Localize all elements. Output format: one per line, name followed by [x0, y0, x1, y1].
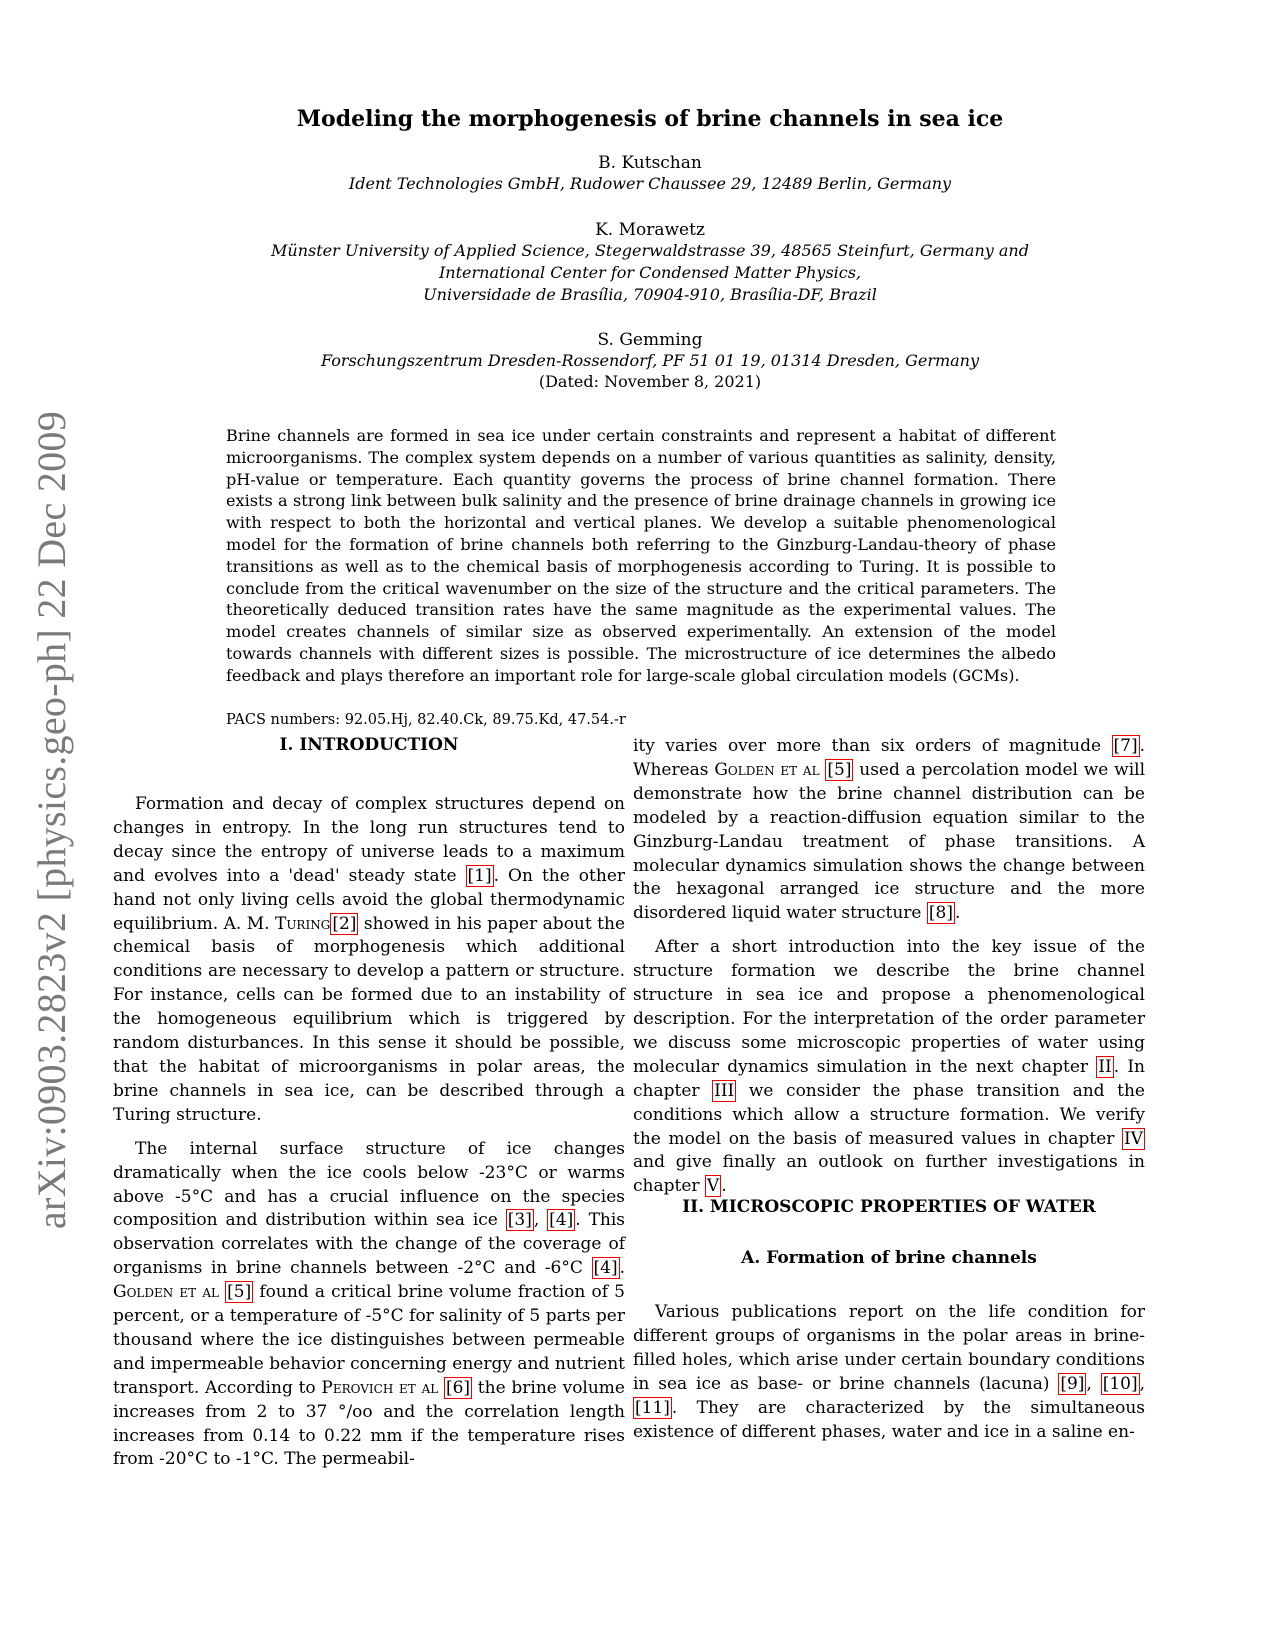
abstract: Brine channels are formed in sea ice under certain constraints and represent a habitat of different microorganisms. The complex system depends on a number of various quantities as salinity, density, pH-value or temperature. Each quantity governs the process of brine channel formation. There exists a strong link between bulk salinity and the presence of brine drainage channels in growing ice with respect to both the horizontal and vertical planes. We develop a suitable phenomenological model for the formation of brine channels both referring to the Ginzburg-Landau-theory of phase transitions as well as to the chemical basis of morphogenesis according to Turing. It is possible to conclude from the critical wavenumber on the size of the structure and the critical parameters. The theoretically deduced transition rates have the same magnitude as the experimental values. The model creates channels of similar size as observed experimentally. An extension of the model towards channels with different sizes is possible. The microstructure of ice determines the albedo feedback and plays therefore an important role for large-scale global circulation models (GCMs). — [226, 426, 1056, 685]
author-affiliation: Forschungszentrum Dresden-Rossendorf, PF 51 01 19, 01314 Dresden, Germany — [320, 351, 980, 370]
left-column — [113, 793, 625, 1472]
paragraph: The internal surface structure of ice changes dramatically when the ice cools below -23°C or warms above -5°C and has a crucial influence on the species composition and distribution within sea ice [3] , [4] . This observation correlates with the change of the coverage of organisms in brine channels between -2°C and -6°C [4] . Golden et al [5] found a critical brine volume fraction of 5 percent, or a temperature of -5°C for salinity of 5 parts per thousand where the ice distinguishes between permeable and impermeable behavior concerning energy and nutrient transport. According to Perovich et al [6] the brine volume increases from 2 to 37 °/oo and the correlation length increases from 0.14 to 0.22 mm if the temperature rises from -20°C to -1°C. The permeabil- — [113, 1138, 626, 1470]
dated: (Dated: November 8, 2021) — [538, 372, 762, 391]
citation-link[interactable]: [3] — [507, 1210, 532, 1231]
citation-link[interactable]: [4] — [549, 1210, 574, 1231]
author-block-1 — [160, 153, 1140, 195]
arxiv-stamp: arXiv:0903.2823v2 [physics.geo-ph] 22 Dec 2009 — [29, 410, 74, 1230]
chapter-link[interactable]: V — [706, 1176, 720, 1197]
citation-link[interactable]: [9] — [1060, 1373, 1085, 1394]
right-column-lower — [633, 1301, 1145, 1444]
right-column — [633, 735, 1145, 1199]
author-name: S. Gemming — [597, 330, 703, 350]
paragraph: Various publications report on the life condition for different groups of organisms in the polar areas in brine-filled holes, which arise under certain boundary conditions in sea ice as base- or brine channels (lacuna) [9] , [10] , [11] . They are characterized by the simultaneous existence of different phases, water and ice in a saline en- — [633, 1302, 1146, 1442]
paragraph: Formation and decay of complex structures depend on changes in entropy. In the long run structures tend to decay since the entropy of universe leads to a maximum and evolves into a 'dead' steady state [1] . On the other hand not only living cells avoid the global thermodynamic equilibrium. A. M. Turing [2] showed in his paper about the chemical basis of morphogenesis which additional conditions are necessary to develop a pattern or structure. For instance, cells can be formed due to an instability of the homogeneous equilibrium which is triggered by random disturbances. In this sense it should be possible, that the habitat of microorganisms in polar areas, the brine channels in sea ice, can be described through a Turing structure. — [113, 794, 626, 1125]
author-block-3 — [160, 330, 1140, 391]
citation-link[interactable]: [1] — [467, 865, 492, 886]
author-block-2 — [160, 220, 1140, 306]
author-name: K. Morawetz — [595, 220, 705, 240]
chapter-link[interactable]: IV — [1124, 1128, 1143, 1149]
pacs-numbers: PACS numbers: 92.05.Hj, 82.40.Ck, 89.75.Kd, 47.54.-r — [226, 712, 626, 728]
author-affiliation: Universidade de Brasília, 70904-910, Brasília-DF, Brazil — [423, 285, 877, 304]
subsection-heading-brine-channels: A. Formation of brine channels — [741, 1248, 1037, 1268]
chapter-link[interactable]: II — [1098, 1056, 1112, 1077]
section-heading-introduction: I. INTRODUCTION — [279, 735, 459, 755]
paragraph: ity varies over more than six orders of magnitude [7] . Whereas Golden et al [5] used a percolation model we will demonstrate how the brine channel distribution can be modeled by a reaction-diffusion equation similar to the Ginzburg-Landau treatment of phase transitions. A molecular dynamics simulation shows the change between the hexagonal arranged ice structure and the more disordered liquid water structure [8] . — [633, 736, 1146, 924]
citation-link[interactable]: [4] — [593, 1258, 618, 1279]
citation-link[interactable]: [8] — [928, 903, 953, 924]
author-affiliation: Ident Technologies GmbH, Rudower Chaussee 29, 12489 Berlin, Germany — [348, 174, 952, 193]
author-affiliation: Münster University of Applied Science, Stegerwaldstrasse 39, 48565 Steinfurt, Germany and — [271, 241, 1029, 260]
citation-link[interactable]: [6] — [445, 1377, 471, 1398]
citation-link[interactable]: [5] — [827, 759, 852, 780]
citation-link[interactable]: [7] — [1113, 736, 1138, 756]
author-name: B. Kutschan — [598, 153, 702, 173]
chapter-link[interactable]: III — [714, 1080, 735, 1101]
citation-link[interactable]: [2] — [332, 913, 357, 934]
author-affiliation: International Center for Condensed Matter Physics, — [438, 263, 862, 282]
paper-title: Modeling the morphogenesis of brine channels in sea ice — [296, 106, 1004, 132]
section-heading-microscopic: II. MICROSCOPIC PROPERTIES OF WATER — [682, 1197, 1096, 1217]
citation-link[interactable]: [10] — [1102, 1373, 1138, 1394]
paragraph: After a short introduction into the key issue of the structure formation we describe the brine channel structure in sea ice and propose a phenomenological description. For the interpretation of the order parameter we discuss some microscopic properties of water using molecular dynamics simulation in the next chapter II . In chapter III we consider the phase transition and the conditions which allow a structure formation. We verify the model on the basis of measured values in chapter IV and give finally an outlook on further investigations in chapter V . — [633, 937, 1145, 1197]
citation-link[interactable]: [11] — [635, 1397, 670, 1418]
citation-link[interactable]: [5] — [227, 1282, 252, 1303]
